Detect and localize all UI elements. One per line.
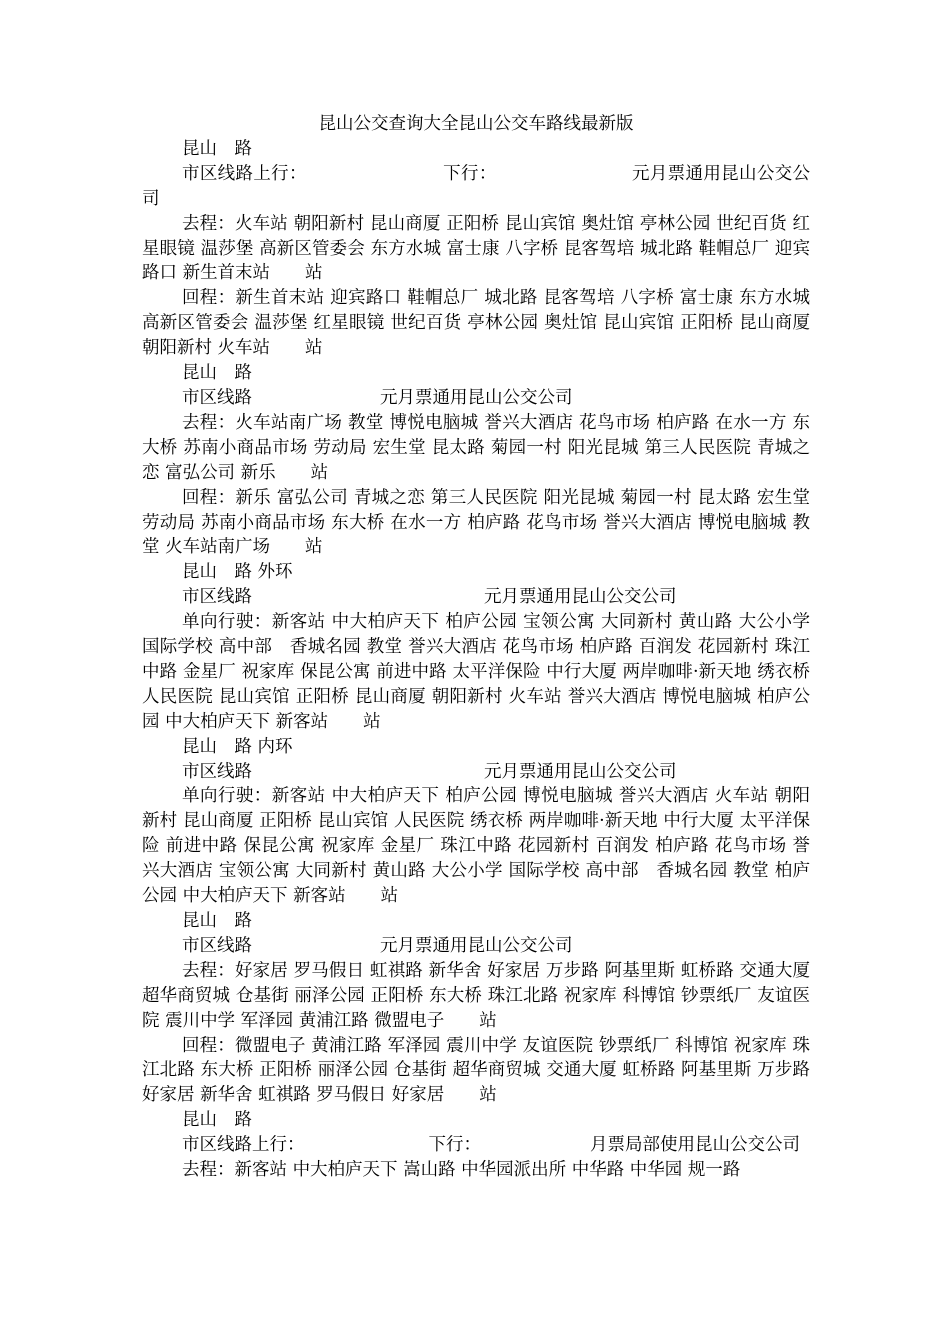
route-stops <box>142 286 810 361</box>
direction-label: 去程： <box>182 960 235 981</box>
route-stops <box>142 1034 810 1109</box>
direction-label: 单向行驶： <box>182 786 272 807</box>
stops-text: 新客站 中大柏庐天下 嵩山路 中华园派出所 中华路 中华园 规一路 <box>234 1160 741 1181</box>
route-name: 昆山 路 <box>182 911 252 931</box>
direction-label: 去程： <box>182 412 236 433</box>
route-info <box>142 585 810 610</box>
stops-text: 新客站 中大柏庐天下 柏庐公园 宝领公寓 大同新村 黄山路 大公小学 国际学校 高中部 香城名园 教堂 誉兴大酒店 花鸟市场 柏庐路 百润发 花园新村 珠江中路 金星厂 祝家库 保昆公寓 前进中路 太平洋保险 中行大厦 两岸咖啡·新天地 绣衣桥 人民医院 昆山宾馆 正阳桥 昆山商厦 朝阳新村 火车站 誉兴大酒店 博悦电脑城 柏庐公园 中大柏庐天下 新客站 站 <box>142 612 811 732</box>
route-info <box>142 386 810 411</box>
route-stops <box>142 486 810 561</box>
route-ticket: 元月票通用昆山公交公司 <box>484 587 677 608</box>
route-line-type: 市区线路 <box>182 587 252 608</box>
direction-label: 单向行驶： <box>182 612 272 633</box>
route-info <box>142 760 810 785</box>
route-line-type: 市区线路 <box>182 761 252 782</box>
route-stops <box>142 959 810 1034</box>
stops-text: 新生首末站 迎宾路口 鞋帽总厂 城北路 昆客驾培 八字桥 富士康 东方水城 高新区管委会 温莎堡 红星眼镜 世纪百货 亭林公园 奥灶馆 昆山宾馆 正阳桥 昆山商厦 朝阳新村 火车站 站 <box>142 288 811 359</box>
direction-label: 去程： <box>182 213 235 234</box>
route-name: 昆山 路 <box>182 138 252 159</box>
route-info <box>142 162 810 212</box>
route-stops <box>142 1158 810 1183</box>
route-stops <box>142 784 810 909</box>
route-info <box>142 934 810 959</box>
route-line-type: 市区线路 <box>182 387 252 408</box>
stops-text: 新客站 中大柏庐天下 柏庐公园 博悦电脑城 誉兴大酒店 火车站 朝阳新村 昆山商厦 正阳桥 昆山宾馆 人民医院 绣衣桥 两岸咖啡·新天地 中行大厦 太平洋保险 前进中路 保昆公寓 祝家库 金星厂 珠江中路 花园新村 百润发 柏庐路 花鸟市场 誉兴大酒店 宝领公寓 大同新村 黄山路 大公小学 国际学校 高中部 香城名园 教堂 柏庐公园 中大柏庐天下 新客站 站 <box>142 786 811 907</box>
route-stops <box>142 610 810 735</box>
route-name: 昆山 路 <box>182 1110 252 1131</box>
route-stops <box>142 212 810 287</box>
route-name: 昆山 路 <box>182 363 252 384</box>
route-stops <box>142 411 810 486</box>
document-title: 昆山公交查询大全昆山公交车路线最新版 <box>318 114 634 134</box>
route-info <box>142 1133 810 1158</box>
stops-text: 新乐 富弘公司 青城之恋 第三人民医院 阳光昆城 菊园一村 昆太路 宏生堂 劳动局 苏南小商品市场 东大桥 在水一方 柏庐路 花鸟市场 誉兴大酒店 博悦电脑城 教堂 火车站南广场 站 <box>142 487 811 558</box>
route-ticket: 月票局部使用昆山公交公司 <box>590 1135 800 1156</box>
direction-label: 回程： <box>182 487 236 508</box>
stops-text: 火车站 朝阳新村 昆山商厦 正阳桥 昆山宾馆 奥灶馆 亭林公园 世纪百货 红星眼镜 温莎堡 高新区管委会 东方水城 富士康 八字桥 昆客驾培 城北路 鞋帽总厂 迎宾路口 新生首末站 站 <box>142 213 811 284</box>
stops-text: 好家居 罗马假日 虹祺路 新华舍 好家居 万步路 阿基里斯 虹桥路 交通大厦 超华商贸城 仓基街 丽泽公园 正阳桥 东大桥 珠江北路 祝家库 科博馆 钞票纸厂 友谊医院 震川中学 军泽园 黄浦江路 微盟电子 站 <box>142 960 811 1031</box>
route-ticket: 元月票通用昆山公交公司 <box>380 387 573 408</box>
route-down-label: 下行： <box>442 163 497 184</box>
route-line-type: 市区线路 <box>182 935 252 956</box>
route-ticket: 元月票通用昆山公交公司 <box>484 761 677 782</box>
route-name: 昆山 路 内环 <box>182 736 293 757</box>
route-line-type: 市区线路上行： <box>182 1135 305 1156</box>
direction-label: 去程： <box>182 1160 235 1181</box>
route-name: 昆山 路 外环 <box>182 562 293 583</box>
route-ticket: 元月票通用昆山公交公司 <box>142 163 811 209</box>
direction-label: 回程： <box>182 288 236 309</box>
route-line-type: 市区线路上行： <box>182 163 307 184</box>
stops-text: 微盟电子 黄浦江路 军泽园 震川中学 友谊医院 钞票纸厂 科博馆 祝家库 珠江北路 东大桥 正阳桥 丽泽公园 仓基街 超华商贸城 交通大厦 虹桥路 阿基里斯 万步路 好家居 新华舍 虹祺路 罗马假日 好家居 站 <box>142 1035 811 1106</box>
document-page <box>142 112 810 1183</box>
direction-label: 回程： <box>182 1035 235 1056</box>
stops-text: 火车站南广场 教堂 博悦电脑城 誉兴大酒店 花鸟市场 柏庐路 在水一方 东大桥 苏南小商品市场 劳动局 宏生堂 昆太路 菊园一村 阳光昆城 第三人民医院 青城之恋 富弘公司 新乐 站 <box>142 412 811 483</box>
route-down-label: 下行： <box>428 1135 481 1156</box>
route-ticket: 元月票通用昆山公交公司 <box>380 935 573 956</box>
